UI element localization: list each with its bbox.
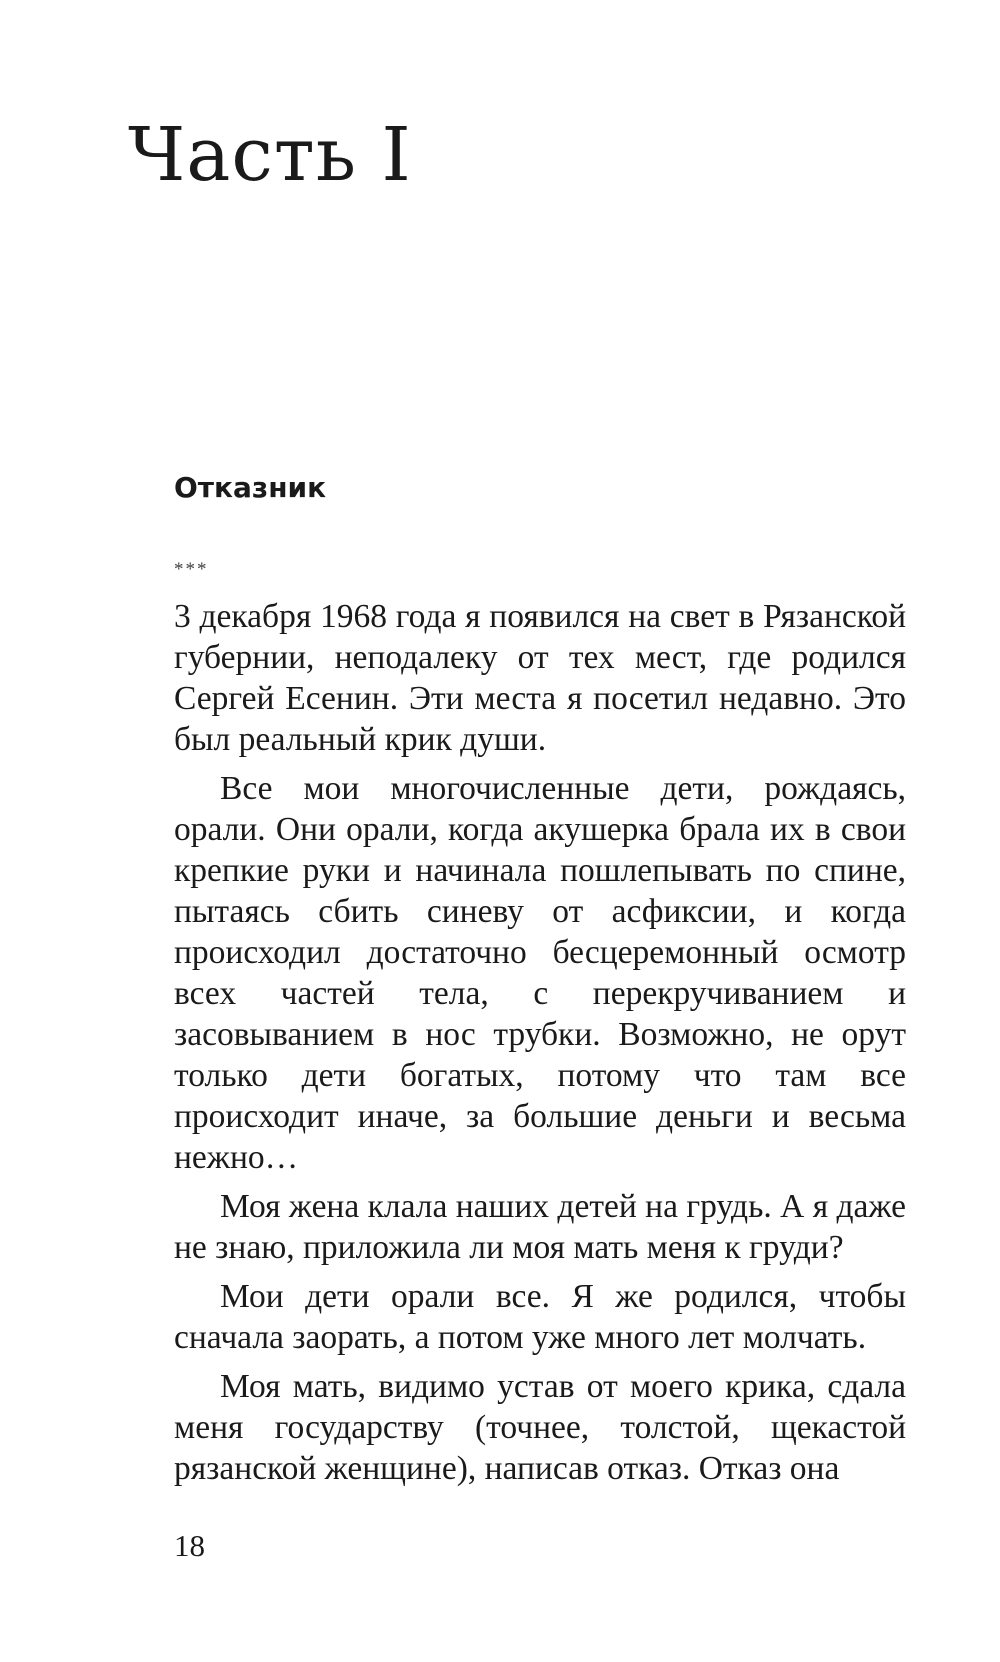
- paragraph: Моя мать, видимо устав от моего крика, сдала меня государству (точнее, толстой, щекастой рязанской женщине), написав отказ. Отказ она: [174, 1368, 906, 1487]
- section-separator: ***: [174, 559, 209, 580]
- paragraph: Моя жена клала наших детей на грудь. А я даже не знаю, приложила ли моя мать меня к груди?: [174, 1188, 906, 1266]
- paragraph: Мои дети орали все. Я же родился, чтобы сначала заорать, а потом уже много лет молчать.: [174, 1278, 906, 1356]
- body-text: [174, 596, 906, 1497]
- paragraph: Все мои многочисленные дети, рождаясь, орали. Они орали, когда акушерка брала их в свои крепкие руки и начинала пошлепывать по спине, пытаясь сбить синеву от асфиксии, и когда происходил достаточно бесцеремонный осмотр всех частей тела, с перекручиванием и засовыванием в нос трубки. Возможно, не орут только дети богатых, потому что там все происходит иначе, за большие деньги и весьма нежно…: [174, 770, 906, 1176]
- chapter-title: Отказник: [174, 471, 327, 504]
- paragraph: 3 декабря 1968 года я появился на свет в Рязанской губернии, неподалеку от тех мест, где родился Сергей Есенин. Эти места я посетил недавно. Это был реальный крик души.: [174, 598, 906, 758]
- page-number: 18: [174, 1528, 205, 1563]
- part-title: Часть I: [128, 112, 412, 198]
